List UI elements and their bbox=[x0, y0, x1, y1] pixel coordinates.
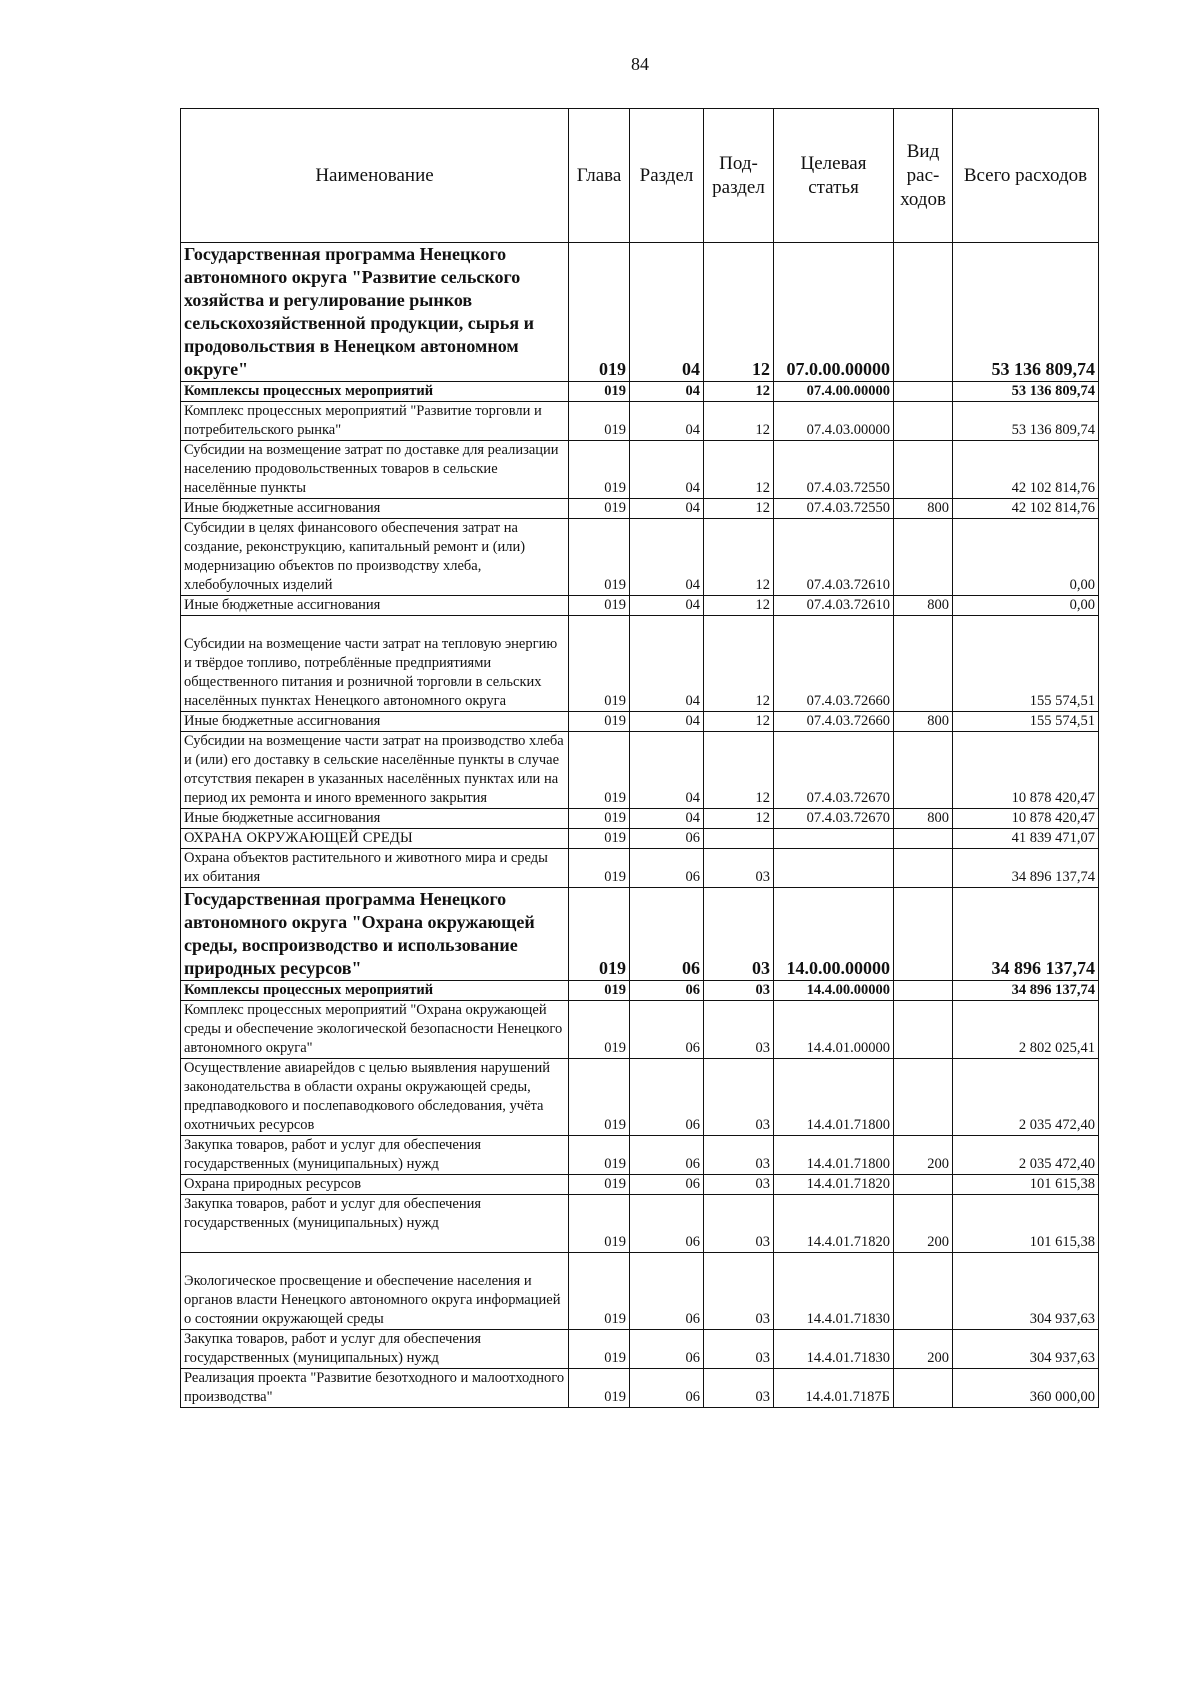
cell-target: 14.4.01.71820 bbox=[774, 1195, 894, 1253]
cell-total: 2 035 472,40 bbox=[953, 1059, 1099, 1136]
cell-podrazdel: 12 bbox=[704, 402, 774, 441]
cell-name: Субсидии на возмещение части затрат на тепловую энергию и твёрдое топливо, потреблённые предприятиями общественного питания и розничной торговли в сельских населённых пунктах Ненецкого автономного округа bbox=[181, 616, 569, 712]
cell-vid bbox=[894, 382, 953, 402]
cell-razdel: 06 bbox=[630, 829, 704, 849]
cell-podrazdel: 03 bbox=[704, 1369, 774, 1408]
cell-vid: 800 bbox=[894, 712, 953, 732]
cell-razdel: 06 bbox=[630, 1001, 704, 1059]
cell-podrazdel: 03 bbox=[704, 1253, 774, 1330]
cell-glava: 019 bbox=[569, 732, 630, 809]
cell-glava: 019 bbox=[569, 402, 630, 441]
cell-target: 07.4.03.72670 bbox=[774, 732, 894, 809]
cell-podrazdel: 03 bbox=[704, 1136, 774, 1175]
cell-target: 07.0.00.00000 bbox=[774, 243, 894, 382]
cell-podrazdel: 12 bbox=[704, 441, 774, 499]
cell-target bbox=[774, 829, 894, 849]
cell-razdel: 04 bbox=[630, 382, 704, 402]
cell-podrazdel: 12 bbox=[704, 499, 774, 519]
cell-total: 10 878 420,47 bbox=[953, 732, 1099, 809]
cell-target: 07.4.03.00000 bbox=[774, 402, 894, 441]
cell-name: Закупка товаров, работ и услуг для обеспечения государственных (муниципальных) нужд bbox=[181, 1195, 569, 1253]
cell-target: 07.4.03.72550 bbox=[774, 499, 894, 519]
cell-name: Комплексы процессных мероприятий bbox=[181, 382, 569, 402]
cell-razdel: 06 bbox=[630, 1059, 704, 1136]
table-row bbox=[181, 829, 1099, 849]
table-body bbox=[181, 243, 1099, 1408]
cell-glava: 019 bbox=[569, 1330, 630, 1369]
cell-name: ОХРАНА ОКРУЖАЮЩЕЙ СРЕДЫ bbox=[181, 829, 569, 849]
cell-podrazdel: 12 bbox=[704, 243, 774, 382]
cell-glava: 019 bbox=[569, 1136, 630, 1175]
cell-razdel: 04 bbox=[630, 732, 704, 809]
cell-name: Охрана природных ресурсов bbox=[181, 1175, 569, 1195]
cell-glava: 019 bbox=[569, 616, 630, 712]
cell-razdel: 06 bbox=[630, 1253, 704, 1330]
cell-glava: 019 bbox=[569, 849, 630, 888]
cell-vid bbox=[894, 1001, 953, 1059]
cell-total: 10 878 420,47 bbox=[953, 809, 1099, 829]
cell-target: 07.4.03.72660 bbox=[774, 616, 894, 712]
cell-name: Иные бюджетные ассигнования bbox=[181, 712, 569, 732]
cell-name: Субсидии на возмещение части затрат на производство хлеба и (или) его доставку в сельские населённые пункты в случае отсутствия пекарен в указанных населённых пунктах или на период их ремонта и иного временного закрытия bbox=[181, 732, 569, 809]
table-row bbox=[181, 809, 1099, 829]
cell-total: 2 035 472,40 bbox=[953, 1136, 1099, 1175]
table-row bbox=[181, 1253, 1099, 1330]
cell-razdel: 06 bbox=[630, 981, 704, 1001]
col-header-total: Всего расходов bbox=[953, 109, 1099, 243]
cell-total: 101 615,38 bbox=[953, 1175, 1099, 1195]
table-row bbox=[181, 382, 1099, 402]
cell-podrazdel: 12 bbox=[704, 712, 774, 732]
cell-glava: 019 bbox=[569, 829, 630, 849]
col-header-target: Целевая статья bbox=[774, 109, 894, 243]
table-row bbox=[181, 499, 1099, 519]
cell-name: Комплекс процессных мероприятий "Охрана окружающей среды и обеспечение экологической безопасности Ненецкого автономного округа" bbox=[181, 1001, 569, 1059]
table-row bbox=[181, 1369, 1099, 1408]
cell-target: 07.4.03.72610 bbox=[774, 519, 894, 596]
cell-total: 304 937,63 bbox=[953, 1330, 1099, 1369]
table-row bbox=[181, 1175, 1099, 1195]
cell-podrazdel: 03 bbox=[704, 981, 774, 1001]
table-row bbox=[181, 596, 1099, 616]
table-row bbox=[181, 1001, 1099, 1059]
cell-vid bbox=[894, 849, 953, 888]
cell-vid: 800 bbox=[894, 596, 953, 616]
cell-vid: 200 bbox=[894, 1330, 953, 1369]
cell-total: 42 102 814,76 bbox=[953, 441, 1099, 499]
cell-total: 155 574,51 bbox=[953, 616, 1099, 712]
cell-total: 53 136 809,74 bbox=[953, 243, 1099, 382]
cell-total: 53 136 809,74 bbox=[953, 402, 1099, 441]
cell-name: Иные бюджетные ассигнования bbox=[181, 596, 569, 616]
table-row bbox=[181, 888, 1099, 981]
cell-podrazdel: 03 bbox=[704, 1059, 774, 1136]
cell-target: 07.4.03.72550 bbox=[774, 441, 894, 499]
cell-total: 42 102 814,76 bbox=[953, 499, 1099, 519]
cell-razdel: 06 bbox=[630, 849, 704, 888]
cell-razdel: 06 bbox=[630, 1136, 704, 1175]
page-number: 84 bbox=[631, 54, 649, 74]
table-row bbox=[181, 1136, 1099, 1175]
cell-podrazdel: 12 bbox=[704, 809, 774, 829]
cell-total: 101 615,38 bbox=[953, 1195, 1099, 1253]
table-row bbox=[181, 243, 1099, 382]
cell-total: 41 839 471,07 bbox=[953, 829, 1099, 849]
cell-glava: 019 bbox=[569, 499, 630, 519]
cell-name: Иные бюджетные ассигнования bbox=[181, 499, 569, 519]
cell-podrazdel: 03 bbox=[704, 849, 774, 888]
cell-name: Иные бюджетные ассигнования bbox=[181, 809, 569, 829]
cell-podrazdel: 03 bbox=[704, 888, 774, 981]
cell-vid bbox=[894, 1059, 953, 1136]
cell-target: 14.4.01.71800 bbox=[774, 1059, 894, 1136]
cell-vid: 800 bbox=[894, 809, 953, 829]
table-row bbox=[181, 732, 1099, 809]
cell-razdel: 04 bbox=[630, 712, 704, 732]
table-row bbox=[181, 616, 1099, 712]
cell-vid bbox=[894, 1369, 953, 1408]
table-row bbox=[181, 441, 1099, 499]
cell-podrazdel: 12 bbox=[704, 382, 774, 402]
cell-name: Государственная программа Ненецкого автономного округа "Развитие сельского хозяйства и регулирование рынков сельскохозяйственной продукции, сырья и продовольствия в Ненецком автономном округе" bbox=[181, 243, 569, 382]
cell-name: Субсидии на возмещение затрат по доставке для реализации населению продовольственных товаров в сельские населённые пункты bbox=[181, 441, 569, 499]
cell-total: 2 802 025,41 bbox=[953, 1001, 1099, 1059]
cell-podrazdel: 12 bbox=[704, 596, 774, 616]
cell-name: Государственная программа Ненецкого автономного округа "Охрана окружающей среды, воспроизводство и использование природных ресурсов" bbox=[181, 888, 569, 981]
cell-total: 304 937,63 bbox=[953, 1253, 1099, 1330]
cell-total: 34 896 137,74 bbox=[953, 981, 1099, 1001]
cell-podrazdel: 03 bbox=[704, 1195, 774, 1253]
cell-vid bbox=[894, 1253, 953, 1330]
cell-vid bbox=[894, 616, 953, 712]
cell-target: 14.4.00.00000 bbox=[774, 981, 894, 1001]
cell-total: 53 136 809,74 bbox=[953, 382, 1099, 402]
cell-podrazdel: 12 bbox=[704, 519, 774, 596]
cell-vid bbox=[894, 829, 953, 849]
cell-target: 07.4.03.72610 bbox=[774, 596, 894, 616]
cell-target: 14.4.01.7187Б bbox=[774, 1369, 894, 1408]
table-row bbox=[181, 519, 1099, 596]
cell-glava: 019 bbox=[569, 809, 630, 829]
col-header-name: Наименование bbox=[181, 109, 569, 243]
cell-glava: 019 bbox=[569, 1059, 630, 1136]
table-row bbox=[181, 402, 1099, 441]
cell-podrazdel: 03 bbox=[704, 1175, 774, 1195]
cell-name: Осуществление авиарейдов с целью выявления нарушений законодательства в области охраны окружающей среды, предпаводкового и послепаводкового обследования, учёта охотничьих ресурсов bbox=[181, 1059, 569, 1136]
cell-glava: 019 bbox=[569, 888, 630, 981]
table-row bbox=[181, 849, 1099, 888]
cell-vid bbox=[894, 441, 953, 499]
budget-table bbox=[180, 108, 1099, 1408]
cell-name: Закупка товаров, работ и услуг для обеспечения государственных (муниципальных) нужд bbox=[181, 1136, 569, 1175]
cell-target: 14.4.01.71800 bbox=[774, 1136, 894, 1175]
cell-podrazdel: 12 bbox=[704, 732, 774, 809]
table-row bbox=[181, 981, 1099, 1001]
cell-vid: 800 bbox=[894, 499, 953, 519]
cell-glava: 019 bbox=[569, 382, 630, 402]
cell-glava: 019 bbox=[569, 243, 630, 382]
cell-podrazdel: 03 bbox=[704, 1001, 774, 1059]
cell-total: 0,00 bbox=[953, 596, 1099, 616]
cell-total: 0,00 bbox=[953, 519, 1099, 596]
cell-razdel: 04 bbox=[630, 809, 704, 829]
cell-glava: 019 bbox=[569, 1253, 630, 1330]
table-row bbox=[181, 712, 1099, 732]
cell-razdel: 06 bbox=[630, 1175, 704, 1195]
cell-name: Субсидии в целях финансового обеспечения затрат на создание, реконструкцию, капитальный ремонт и (или) модернизацию объектов по производству хлеба, хлебобулочных изделий bbox=[181, 519, 569, 596]
cell-razdel: 04 bbox=[630, 402, 704, 441]
cell-razdel: 04 bbox=[630, 519, 704, 596]
cell-total: 34 896 137,74 bbox=[953, 849, 1099, 888]
col-header-glava: Глава bbox=[569, 109, 630, 243]
cell-target bbox=[774, 849, 894, 888]
cell-glava: 019 bbox=[569, 1369, 630, 1408]
cell-vid: 200 bbox=[894, 1136, 953, 1175]
table-header-row bbox=[181, 109, 1099, 243]
cell-target: 14.4.01.71820 bbox=[774, 1175, 894, 1195]
table-row bbox=[181, 1059, 1099, 1136]
col-header-podrazdel: Под- раздел bbox=[704, 109, 774, 243]
cell-vid bbox=[894, 243, 953, 382]
cell-vid bbox=[894, 519, 953, 596]
cell-glava: 019 bbox=[569, 1175, 630, 1195]
cell-razdel: 04 bbox=[630, 616, 704, 712]
cell-glava: 019 bbox=[569, 981, 630, 1001]
cell-vid bbox=[894, 981, 953, 1001]
cell-total: 360 000,00 bbox=[953, 1369, 1099, 1408]
cell-vid bbox=[894, 888, 953, 981]
cell-glava: 019 bbox=[569, 1195, 630, 1253]
cell-glava: 019 bbox=[569, 712, 630, 732]
cell-podrazdel bbox=[704, 829, 774, 849]
cell-name: Комплекс процессных мероприятий "Развитие торговли и потребительского рынка" bbox=[181, 402, 569, 441]
col-header-razdel: Раздел bbox=[630, 109, 704, 243]
table-row bbox=[181, 1330, 1099, 1369]
cell-total: 155 574,51 bbox=[953, 712, 1099, 732]
cell-target: 14.4.01.71830 bbox=[774, 1253, 894, 1330]
cell-vid bbox=[894, 1175, 953, 1195]
cell-razdel: 04 bbox=[630, 499, 704, 519]
cell-podrazdel: 03 bbox=[704, 1330, 774, 1369]
cell-razdel: 06 bbox=[630, 1195, 704, 1253]
cell-target: 07.4.03.72660 bbox=[774, 712, 894, 732]
cell-name: Закупка товаров, работ и услуг для обеспечения государственных (муниципальных) нужд bbox=[181, 1330, 569, 1369]
cell-razdel: 06 bbox=[630, 888, 704, 981]
cell-name: Экологическое просвещение и обеспечение населения и органов власти Ненецкого автономного округа информацией о состоянии окружающей среды bbox=[181, 1253, 569, 1330]
cell-vid bbox=[894, 732, 953, 809]
cell-razdel: 04 bbox=[630, 441, 704, 499]
cell-total: 34 896 137,74 bbox=[953, 888, 1099, 981]
cell-name: Комплексы процессных мероприятий bbox=[181, 981, 569, 1001]
cell-target: 14.4.01.71830 bbox=[774, 1330, 894, 1369]
col-header-vid: Вид рас- ходов bbox=[894, 109, 953, 243]
cell-razdel: 04 bbox=[630, 596, 704, 616]
cell-target: 14.0.00.00000 bbox=[774, 888, 894, 981]
cell-glava: 019 bbox=[569, 441, 630, 499]
cell-razdel: 06 bbox=[630, 1330, 704, 1369]
cell-razdel: 04 bbox=[630, 243, 704, 382]
cell-target: 14.4.01.00000 bbox=[774, 1001, 894, 1059]
cell-vid: 200 bbox=[894, 1195, 953, 1253]
cell-name: Охрана объектов растительного и животного мира и среды их обитания bbox=[181, 849, 569, 888]
cell-target: 07.4.03.72670 bbox=[774, 809, 894, 829]
table-row bbox=[181, 1195, 1099, 1253]
cell-target: 07.4.00.00000 bbox=[774, 382, 894, 402]
cell-glava: 019 bbox=[569, 1001, 630, 1059]
cell-razdel: 06 bbox=[630, 1369, 704, 1408]
cell-glava: 019 bbox=[569, 596, 630, 616]
cell-vid bbox=[894, 402, 953, 441]
cell-glava: 019 bbox=[569, 519, 630, 596]
cell-podrazdel: 12 bbox=[704, 616, 774, 712]
cell-name: Реализация проекта "Развитие безотходного и малоотходного производства" bbox=[181, 1369, 569, 1408]
